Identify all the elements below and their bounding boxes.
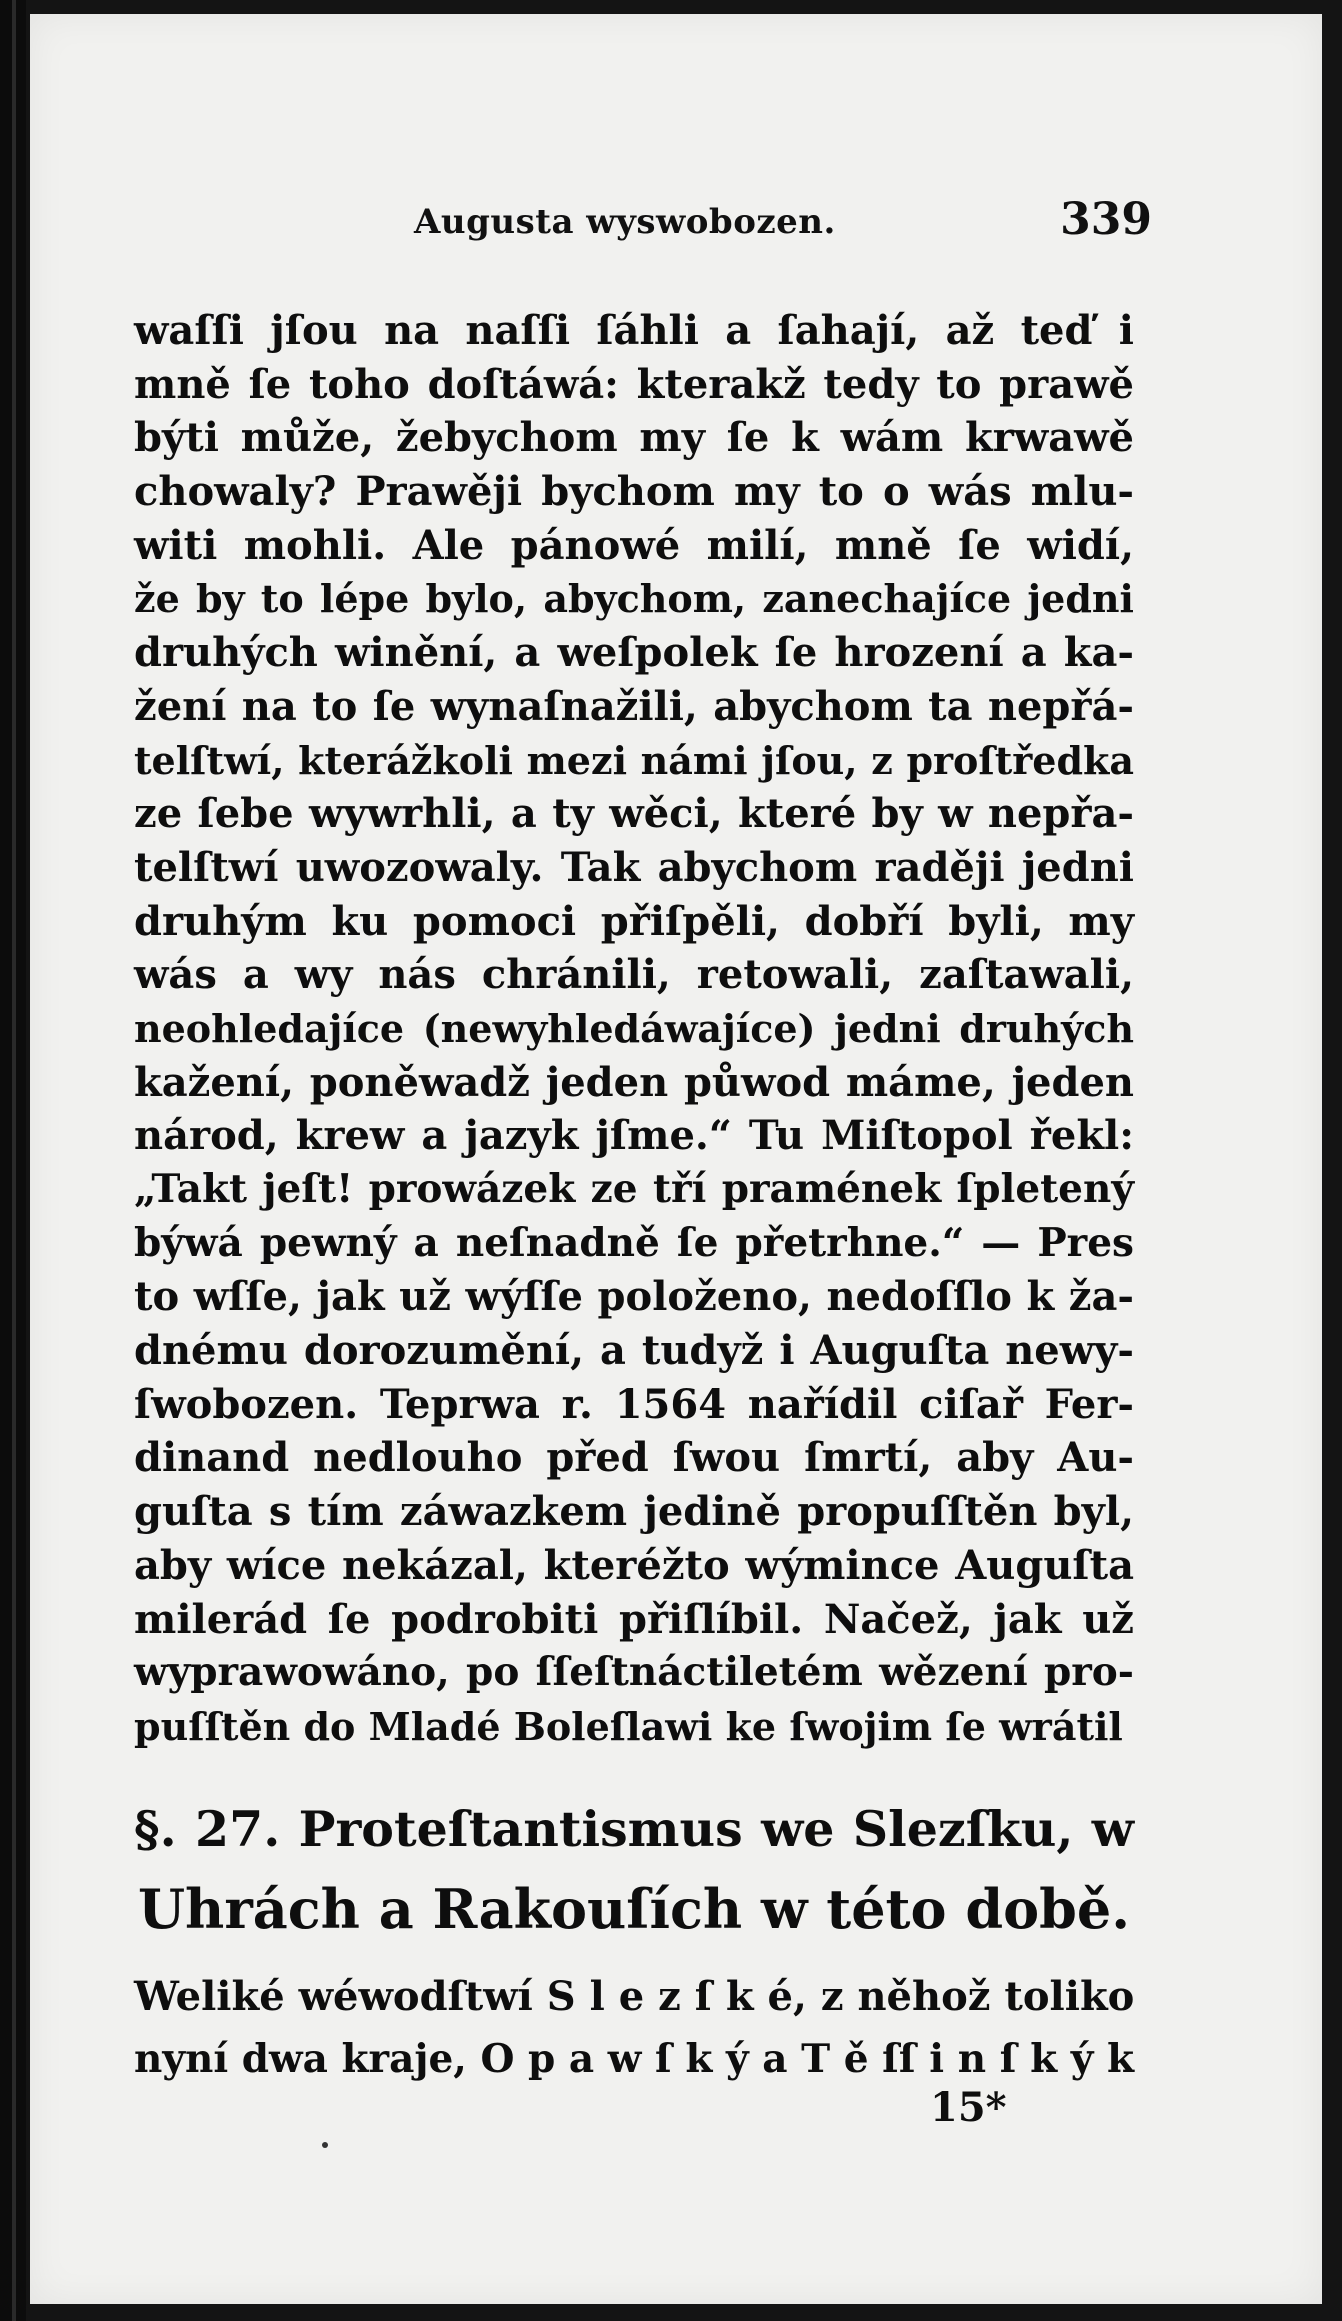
text-line: druhých winění, a weſpolek ſe hrození a ka- — [134, 629, 1134, 677]
text-line: guſta s tím záwazkem jedině propuſſtěn byl, — [134, 1488, 1134, 1536]
text-line: „Takt jeſt! prowázek ze tří pramének ſpletený — [134, 1166, 1134, 1212]
text-line: mně ſe toho doſtáwá: kterakž tedy to prawě — [134, 360, 1134, 408]
section-heading-line: Uhrách a Rakouſích w této době. — [137, 1877, 1131, 1941]
text-line: nyní dwa kraje, O p a w ſ k ý a T ě ſſ i n ſ k ý k — [134, 2036, 1134, 2082]
section-paragraph — [134, 1966, 1134, 2090]
text-line: ſwobozen. Teprwa r. 1564 nařídil ciſař Fer- — [134, 1380, 1134, 1428]
text-line: aby wíce nekázal, kteréžto wýmince Auguſta — [134, 1541, 1134, 1589]
text-line: witi mohli. Ale pánowé milí, mně ſe widí, — [134, 521, 1134, 569]
text-line: druhým ku pomoci přiſpěli, dobří byli, my — [134, 897, 1134, 945]
text-line: waſſi jſou na naſſi ſáhli a ſahají, až teď i — [134, 307, 1134, 354]
text-line: telſtwí uwozowaly. Tak abychom raději jedni — [134, 843, 1134, 891]
scan-border-line — [12, 0, 16, 2321]
text-line: Weliké wéwodſtwí S l e z ſ k é, z něhož toliko — [134, 1973, 1135, 2020]
text-line: ze ſebe wywrhli, a ty wěci, které by w nepřa- — [134, 790, 1134, 838]
text-line: wyprawowáno, po ſſeſtnáctiletém wězení pro- — [134, 1649, 1134, 1696]
section-heading-line: §. 27. Proteſtantismus we Slezſku, w — [134, 1800, 1134, 1858]
text-line: kažení, poněwadž jeden půwod máme, jeden — [134, 1058, 1134, 1106]
text-line: to wſſe, jak už wýſſe položeno, nedoſſlo k ža- — [134, 1273, 1134, 1321]
text-line: býti může, žebychom my ſe k wám krwawě — [134, 414, 1134, 462]
text-line: telſtwí, kterážkoli mezi námi jſou, z proſtředka — [134, 737, 1134, 783]
print-speck — [322, 2142, 328, 2148]
book-page — [30, 14, 1322, 2304]
text-line: žení na to ſe wynaſnažili, abychom ta nepřá- — [134, 682, 1134, 730]
running-head-title: Augusta wyswobozen. — [414, 202, 836, 242]
text-line: milerád ſe podrobiti přiſlíbil. Načež, jak už — [134, 1595, 1134, 1643]
running-head — [180, 186, 1172, 246]
text-line: dnému dorozumění, a tudyž i Auguſta newy- — [134, 1327, 1134, 1375]
signature-mark: 15* — [930, 2084, 1007, 2131]
paragraph — [134, 304, 1134, 1754]
text-line: dinand nedlouho před ſwou ſmrtí, aby Au- — [134, 1434, 1134, 1482]
text-line: býwá pewný a neſnadně ſe přetrhne.“ — Pres — [134, 1219, 1134, 1266]
text-line: že by to lépe bylo, abychom, zanechajíce jedni — [134, 576, 1134, 622]
text-line: národ, krew a jazyk jſme.“ Tu Miſtopol řekl: — [134, 1112, 1134, 1160]
text-line: chowaly? Prawěji bychom my to o wás mlu- — [134, 468, 1134, 516]
page-number: 339 — [1060, 194, 1152, 245]
section-heading — [134, 1789, 1134, 1949]
text-line: neohledajíce (newyhledáwajíce) jedni druhých — [134, 1005, 1134, 1051]
text-line: wás a wy nás chránili, retowali, zaſtawali, — [134, 951, 1134, 999]
text-line: puſſtěn do Mladé Boleſlawi ke ſwojim ſe wrátil — [134, 1703, 1123, 1749]
